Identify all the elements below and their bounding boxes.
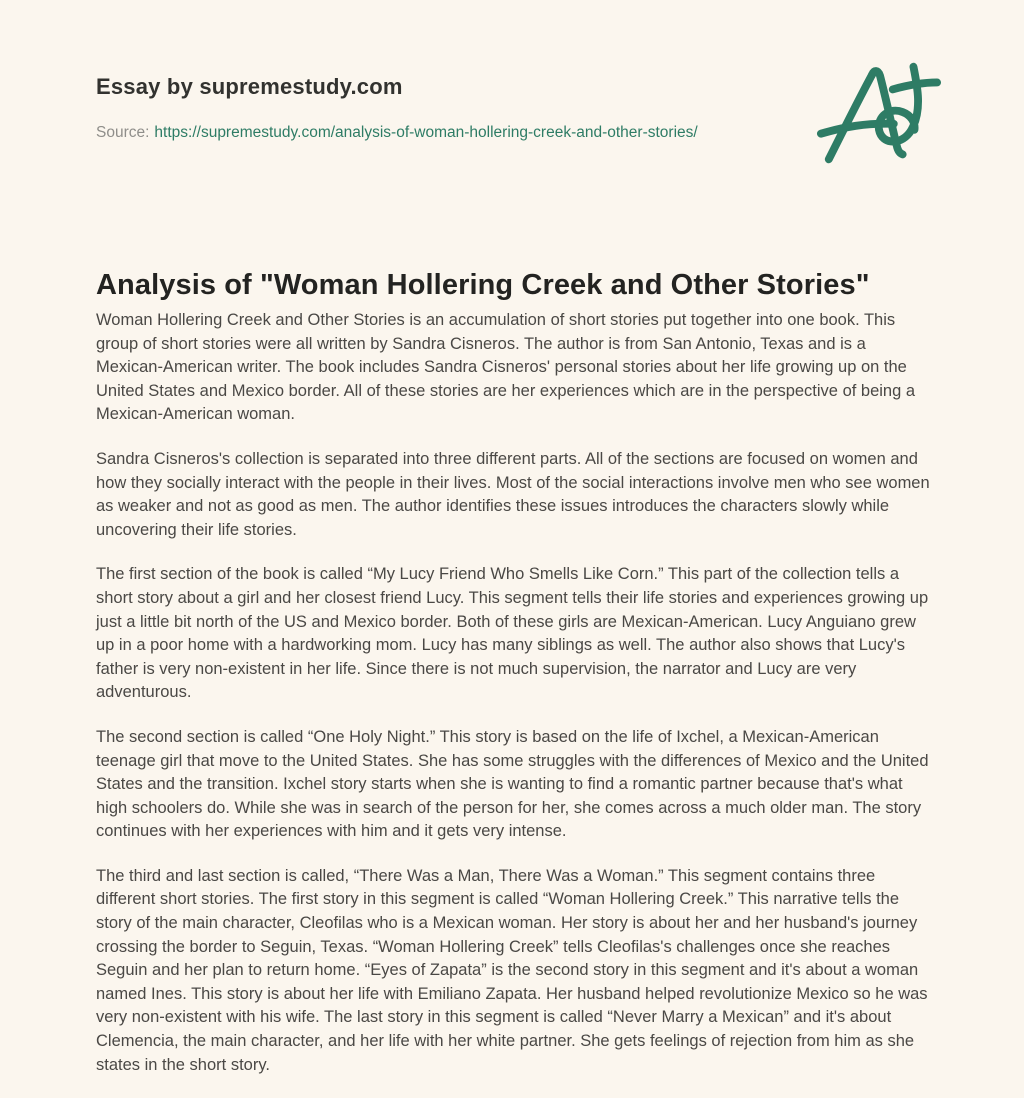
- essay-body: [96, 309, 932, 1098]
- essay-paragraph: Sandra Cisneros's collection is separated into three different parts. All of the sections are focused on women and how they socially interact with the people in their lives. Most of the social interactions involve men who see women as weaker and not as good as men. The author identifies these issues introduces the characters slowly while uncovering their life stories.: [96, 449, 930, 539]
- essay-paragraph: Woman Hollering Creek and Other Stories is an accumulation of short stories put together into one book. This group of short stories were all written by Sandra Cisneros. The author is from San Antonio, Texas and is a Mexican-American writer. The book includes Sandra Cisneros' personal stories about her life growing up on the United States and Mexico border. All of these stories are her experiences which are in the perspective of being a Mexican-American woman.: [96, 311, 916, 424]
- essay-title: Analysis of "Woman Hollering Creek and Other Stories": [96, 269, 870, 302]
- essay-paragraph: The second section is called “One Holy Night.” This story is based on the life of Ixchel, a Mexican-American teenage girl that move to the United States. She has some struggles with the differences of Mexico and the United States and the transition. Ixchel story starts when she is wanting to find a romantic partner because that's what high schoolers do. While she was in search of the person for her, she comes across a much older man. The story continues with her experiences with him and it gets very intense.: [96, 727, 929, 841]
- essay-paragraph: The third and last section is called, “There Was a Man, There Was a Woman.” This segment contains three different short stories. The first story in this segment is called “Woman Hollering Creek.” This narrative tells the story of the main character, Cleofilas who is a Mexican woman. Her story is about her and her husband's journey crossing the border to Seguin, Texas. “Woman Hollering Creek” tells Cleofilas's challenges once she reaches Seguin and her plan to return home. “Eyes of Zapata” is the second story in this segment and it's about a woman named Ines. This story is about her life with Emiliano Zapata. Her husband helped revolutionize Mexico so he was very non-existent with his wife. The last story in this segment is called “Never Marry a Mexican” and it's about Clemencia, the main character, and her life with her white partner. She gets feelings of rejection from him as she states in the short story.: [96, 866, 928, 1074]
- essay-paragraph: The first section of the book is called “My Lucy Friend Who Smells Like Corn.” This part of the collection tells a short story about a girl and her closest friend Lucy. This segment tells their life stories and experiences growing up just a little bit north of the US and Mexico border. Both of these girls are Mexican-American. Lucy Anguiano grew up in a poor home with a hardworking mom. Lucy has many siblings as well. The author also shows that Lucy's father is very non-existent in her life. Since there is not much supervision, the narrator and Lucy are very adventurous.: [96, 565, 929, 702]
- essay-byline: Essay by supremestudy.com: [96, 74, 403, 99]
- source-row: [96, 124, 698, 142]
- source-link[interactable]: https://supremestudy.com/analysis-of-woman-hollering-creek-and-other-stories/: [154, 124, 698, 141]
- source-label: Source:: [96, 124, 150, 141]
- a-plus-logo-icon: [815, 58, 943, 170]
